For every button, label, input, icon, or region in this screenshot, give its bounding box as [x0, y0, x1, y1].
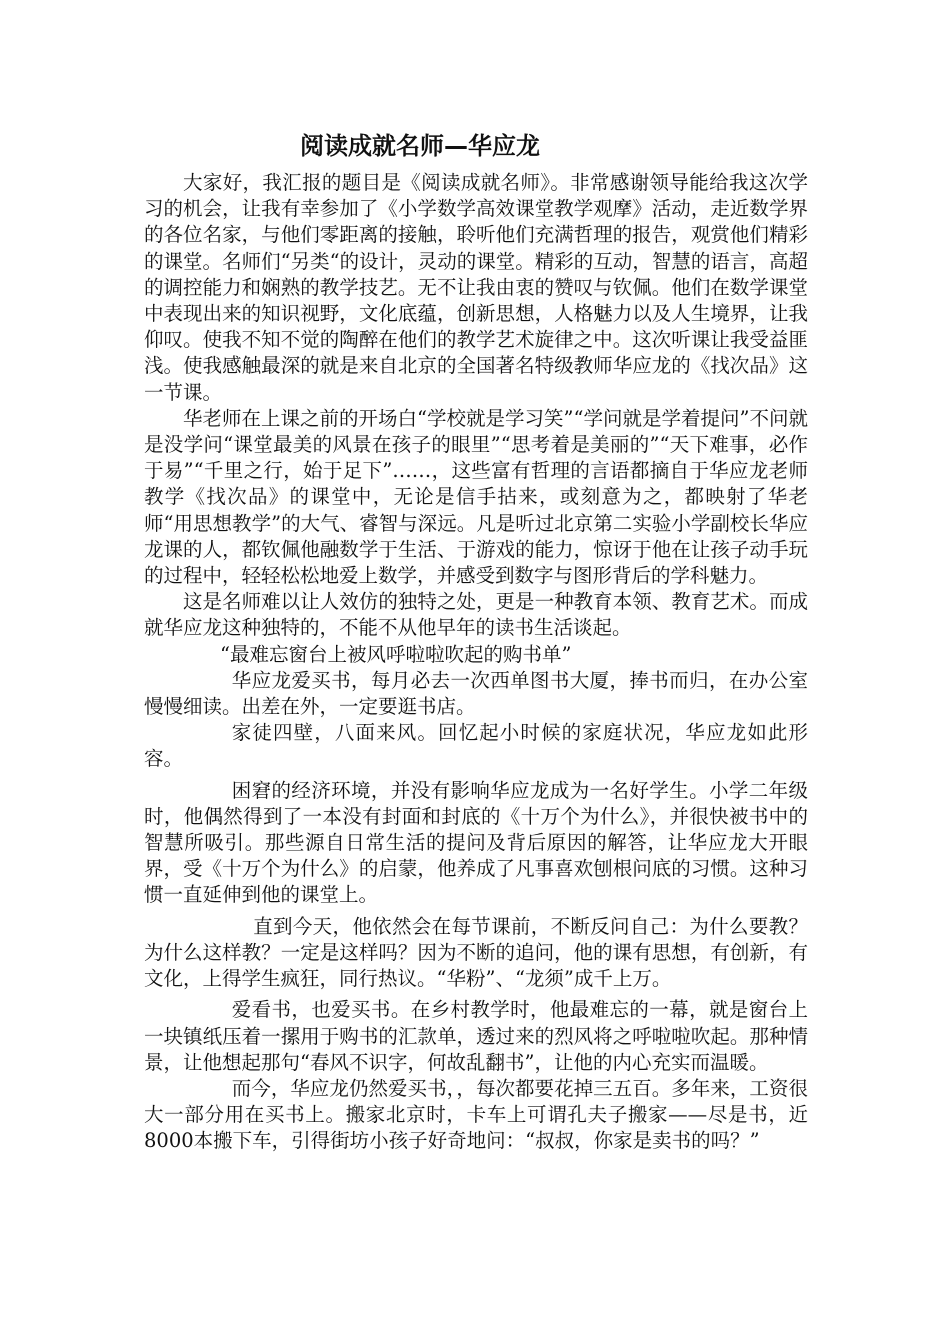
paragraph-subheading-quote: “最难忘窗台上被风呼啦啦吹起的购书单” — [220, 642, 572, 666]
paragraph-buys-books: 华应龙爱买书，每月必去一次西单图书大厦，捧书而归，在办公室慢慢细读。出差在外，一定要逛书店。 — [144, 668, 808, 719]
paragraph-family-situation: 家徒四壁，八面来风。回忆起小时候的家庭状况，华应龙如此形容。 — [144, 721, 808, 771]
document-title: 阅读成就名师—华应龙 — [300, 132, 540, 160]
paragraph-childhood-reading: 困窘的经济环境，并没有影响华应龙成为一名好学生。小学二年级时，他偶然得到了一本没有封面和封底的《十万个为什么》，并很快被书中的智慧所吸引。那些源自日常生活的提问及背后原因的解答，让华应龙大开眼界，受《十万个为什么》的启蒙，他养成了凡事喜欢刨根问底的习惯。这种习惯一直延伸到他的课堂上。 — [144, 778, 808, 907]
paragraph-self-questioning: 直到今天，他依然会在每节课前，不断反问自己：为什么要教？为什么这样教？一定是这样吗？因为不断的追问，他的课有思想，有创新，有文化，上得学生疯狂，同行热议。“华粉”、“龙须”成千上万。 — [144, 914, 808, 991]
paragraph-intro: 大家好，我汇报的题目是《阅读成就名师》。非常感谢领导能给我这次学习的机会，让我有幸参加了《小学数学高效课堂教学观摩》活动，走近数学界的各位名家，与他们零距离的接触，聆听他们充满哲理的报告，观赏他们精彩的课堂。名师们“另类“的设计，灵动的课堂。精彩的互动，智慧的语言，高超的调控能力和娴熟的教学技艺。无不让我由衷的赞叹与钦佩。他们在数学课堂中表现出来的知识视野，文化底蕴，创新思想，人格魅力以及人生境界，让我仰叹。使我不知不觉的陶醉在他们的教学艺术旋律之中。这次听课让我受益匪浅。使我感触最深的就是来自北京的全国著名特级教师华应龙的《找次品》这一节课。 — [144, 171, 808, 404]
paragraph-unique-art: 这是名师难以让人效仿的独特之处，更是一种教育本领、教育艺术。而成就华应龙这种独特的，不能不从他早年的读书生活谈起。 — [144, 590, 808, 640]
document-page — [144, 128, 808, 1155]
paragraph-moving-books: 而今，华应龙仍然爱买书，，每次都要花掉三五百。多年来，工资很大一部分用在买书上。搬家北京时，卡车上可谓孔夫子搬家——尽是书，近8000本搬下车，引得街坊小孩子好奇地问：“叔叔，你家是卖书的吗？” — [144, 1076, 808, 1153]
paragraph-opening-remarks: 华老师在上课之前的开场白“学校就是学习笑”“学问就是学着提问”不问就是没学问“课堂最美的风景在孩子的眼里”“思考着是美丽的”“天下难事，必作于易”“千里之行，始于足下”……，这些富有哲理的言语都摘自于华应龙老师教学《找次品》的课堂中，无论是信手拈来，或刻意为之，都映射了华老师“用思想教学”的大气、睿智与深远。凡是听过北京第二实验小学副校长华应龙课的人，都钦佩他融数学于生活、于游戏的能力，惊讶于他在让孩子动手玩的过程中，轻轻松松地爱上数学，并感受到数字与图形背后的学科魅力。 — [144, 406, 808, 588]
paragraph-remittance-memory: 爱看书，也爱买书。在乡村教学时，他最难忘的一幕，就是窗台上一块镇纸压着一摞用于购书的汇款单，透过来的烈风将之呼啦啦吹起。那种情景，让他想起那句“春风不识字，何故乱翻书”，让他的内心充实而温暖。 — [144, 998, 808, 1074]
